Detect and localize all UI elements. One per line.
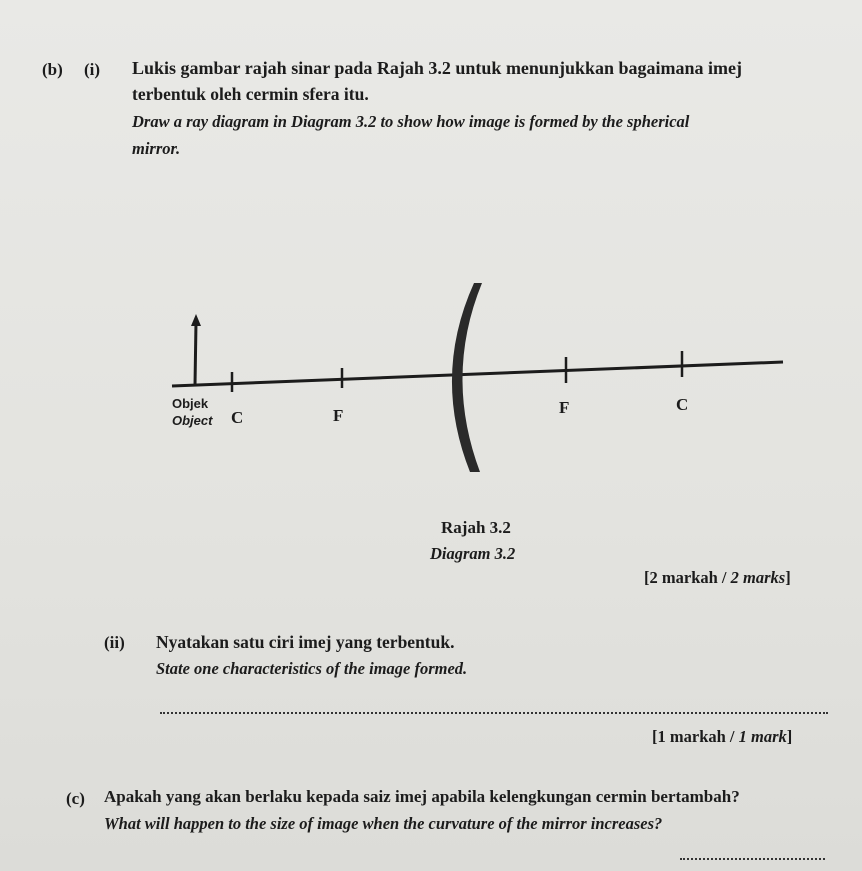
marks-ii — [652, 727, 792, 747]
question-c-en: What will happen to the size of image when the curvature of the mirror increases? — [104, 814, 663, 833]
answer-line-c[interactable] — [680, 858, 825, 860]
marks-ii-en: 1 mark — [738, 727, 787, 746]
marks-b-i-close: ] — [785, 568, 791, 587]
question-label-b: (b) — [42, 60, 63, 79]
marks-b-i-ms: [2 markah / — [644, 568, 731, 587]
principal-axis — [172, 362, 783, 386]
marks-b-i — [644, 568, 791, 588]
instruction-en-line2: mirror. — [132, 139, 181, 158]
object-label-ms: Objek — [172, 396, 209, 411]
question-c-ms: Apakah yang akan berlaku kepada saiz imej apabila kelengkungan cermin bertambah? — [104, 787, 740, 806]
instruction-ms-line1: Lukis gambar rajah sinar pada Rajah 3.2 untuk menunjukkan bagaimana imej — [132, 58, 742, 78]
marks-b-i-en: 2 marks — [730, 568, 786, 587]
question-label-ii: (ii) — [104, 633, 125, 652]
object-label-en: Object — [172, 413, 213, 428]
diagram-caption-en: Diagram 3.2 — [430, 544, 516, 563]
diagram-caption-ms: Rajah 3.2 — [441, 518, 511, 537]
answer-line-ii[interactable] — [160, 712, 828, 714]
instruction-en-line1: Draw a ray diagram in Diagram 3.2 to show how image is formed by the spherical — [132, 112, 690, 131]
marks-ii-close: ] — [786, 727, 793, 746]
question-ii-en: State one characteristics of the image formed. — [156, 659, 468, 678]
question-label-c: (c) — [66, 789, 85, 808]
point-c-right: C — [676, 395, 689, 414]
point-c-left: C — [231, 408, 244, 427]
question-ii-ms: Nyatakan satu ciri imej yang terbentuk. — [156, 632, 455, 652]
question-label-i: (i) — [84, 60, 101, 79]
convex-mirror — [452, 283, 482, 472]
object-arrowhead — [191, 314, 201, 326]
object-arrow — [195, 322, 196, 385]
instruction-ms-line2: terbentuk oleh cermin sfera itu. — [132, 84, 369, 104]
marks-ii-ms: [1 markah / — [652, 727, 739, 746]
point-f-left: F — [333, 406, 344, 425]
point-f-right: F — [559, 398, 570, 417]
